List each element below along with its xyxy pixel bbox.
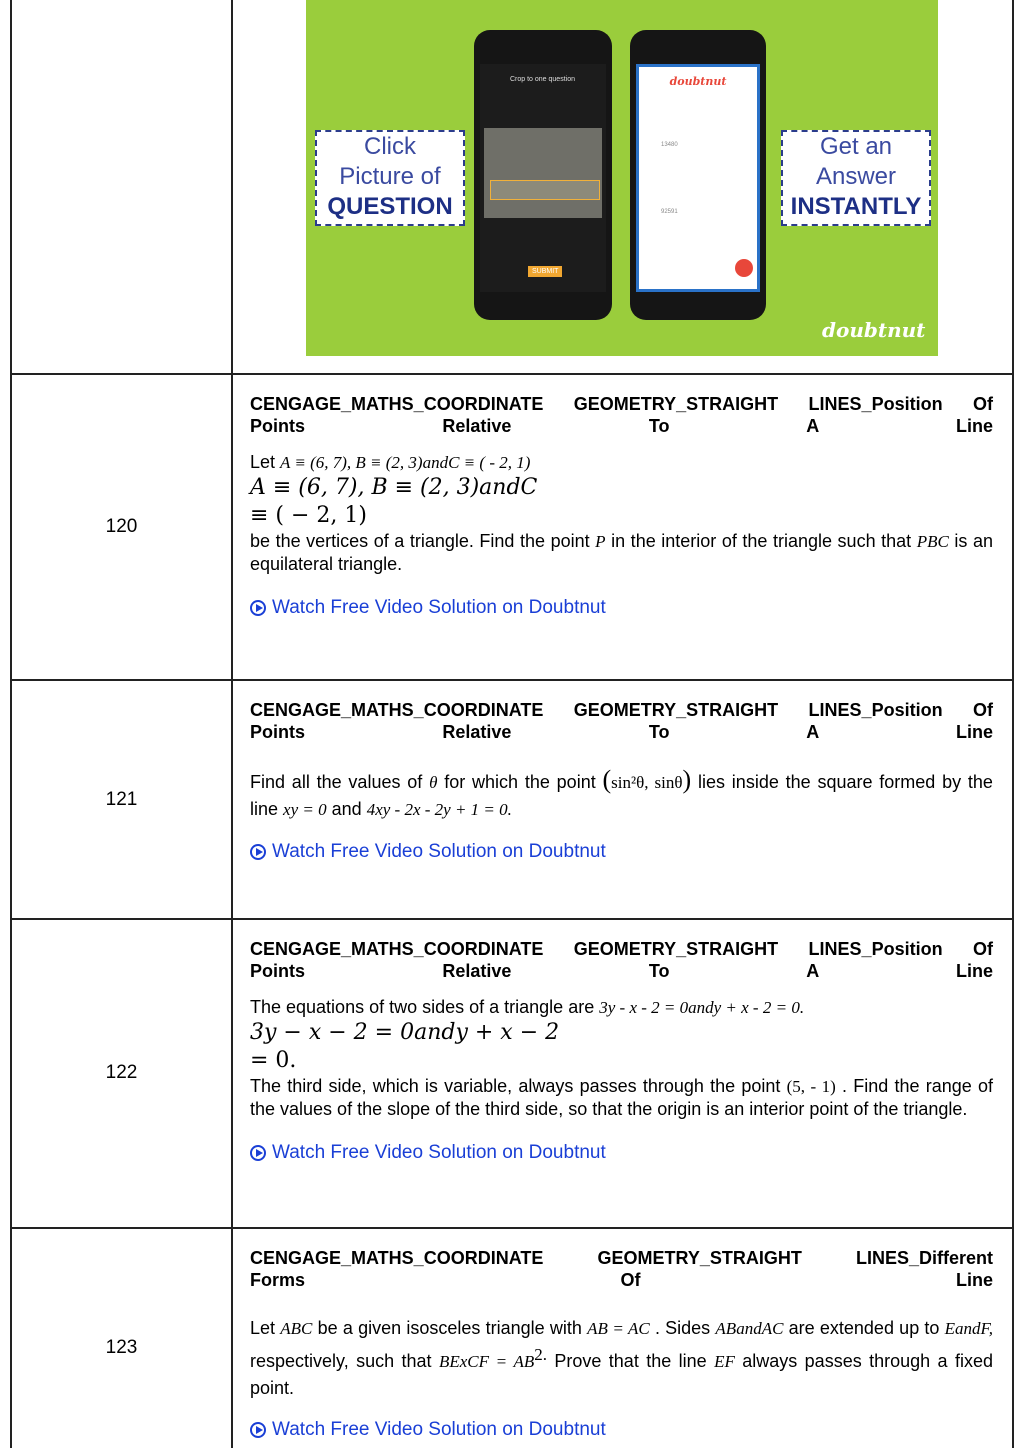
inline-math: sin²θ, sinθ bbox=[611, 773, 683, 792]
text: . Sides bbox=[654, 1318, 711, 1338]
doubtnut-banner[interactable] bbox=[306, 0, 938, 356]
link-text[interactable]: Watch Free Video Solution on Doubtnut bbox=[272, 841, 606, 862]
math-var: θ bbox=[429, 773, 438, 792]
text: . Find the range of the values of the slope of the third side, so that the origin is an interior point of the triangle. bbox=[250, 1076, 993, 1119]
text: Let bbox=[250, 452, 276, 472]
heading-line: CENGAGE_MATHS_COORDINATE GEOMETRY_STRAIGHT LINES_Different bbox=[250, 1248, 993, 1268]
display-math: A ≡ (6, 7), B ≡ (2, 3)andC bbox=[250, 475, 538, 500]
callout-line: Get an bbox=[819, 133, 893, 160]
paren-open: ( bbox=[602, 765, 612, 794]
phone-right bbox=[630, 30, 766, 320]
callout-emphasis: QUESTION bbox=[327, 193, 453, 220]
question-crop-box bbox=[490, 180, 600, 200]
watch-video-link[interactable] bbox=[250, 597, 993, 619]
text: Find all the values of bbox=[250, 772, 423, 792]
heading-line: CENGAGE_MATHS_COORDINATE GEOMETRY_STRAIGHT LINES_Position Of bbox=[250, 394, 993, 414]
inline-math: 3y - x - 2 = 0andy + x - 2 = 0. bbox=[599, 998, 805, 1017]
text: respectively, such that bbox=[250, 1351, 432, 1371]
text: by the line bbox=[250, 772, 993, 819]
table-border-left bbox=[10, 0, 12, 1448]
display-math: 3y − x − 2 = 0andy + x − 2 bbox=[250, 1020, 560, 1045]
result-count: 13480 bbox=[661, 142, 678, 148]
text: is an equilateral triangle. bbox=[250, 531, 993, 574]
inline-math: xy = 0 bbox=[283, 800, 327, 819]
inline-math: A ≡ (6, 7), B ≡ (2, 3)andC ≡ ( - 2, 1) bbox=[280, 453, 531, 472]
display-math: = 0. bbox=[250, 1048, 297, 1073]
submit-button: SUBMIT bbox=[528, 266, 562, 277]
text: Let bbox=[250, 1318, 276, 1338]
question-text bbox=[250, 767, 993, 823]
math-var: PBC bbox=[916, 532, 949, 551]
question-heading bbox=[250, 1247, 993, 1291]
crop-caption: Crop to one question bbox=[510, 76, 575, 83]
text: lies inside the square formed bbox=[698, 772, 936, 792]
question-text bbox=[250, 451, 993, 575]
question-number: 123 bbox=[105, 1337, 138, 1358]
math-var: EandF, bbox=[944, 1319, 993, 1338]
watch-video-link[interactable] bbox=[250, 1419, 993, 1441]
table-divider bbox=[231, 0, 233, 1448]
inline-math: AB = AC bbox=[587, 1319, 650, 1338]
link-text[interactable]: Watch Free Video Solution on Doubtnut bbox=[272, 597, 606, 618]
text: The third side, which is variable, always passes through the point bbox=[250, 1076, 781, 1096]
question-cell bbox=[250, 1247, 993, 1441]
question-heading bbox=[250, 938, 993, 982]
inline-math: 4xy - 2x - 2y + 1 = 0. bbox=[366, 800, 512, 819]
question-heading bbox=[250, 699, 993, 743]
text: Prove that the line bbox=[554, 1351, 707, 1371]
callout-line: Click bbox=[364, 133, 416, 160]
text: and bbox=[331, 799, 362, 819]
question-heading bbox=[250, 393, 993, 437]
callout-emphasis: INSTANTLY bbox=[790, 193, 922, 220]
callout-line: Picture of bbox=[339, 163, 441, 190]
heading-line: Points Relative To A Line bbox=[250, 416, 993, 436]
math-var: P bbox=[595, 532, 606, 551]
play-icon bbox=[250, 1145, 266, 1161]
play-icon bbox=[250, 844, 266, 860]
heading-line: Forms Of Line bbox=[250, 1270, 993, 1290]
phone-right-screen bbox=[636, 64, 760, 292]
app-name: doubtnut bbox=[669, 75, 727, 88]
superscript: 2. bbox=[534, 1345, 547, 1364]
question-text bbox=[250, 1315, 993, 1401]
text: for which the point bbox=[444, 772, 596, 792]
fab-button bbox=[735, 259, 753, 277]
play-icon bbox=[250, 1422, 266, 1438]
right-callout bbox=[781, 130, 931, 226]
text: The equations of two sides of a triangle are bbox=[250, 997, 595, 1017]
row-divider bbox=[10, 679, 1014, 681]
row-divider bbox=[10, 1227, 1014, 1229]
heading-line: Points Relative To A Line bbox=[250, 961, 993, 981]
inline-math: (5, - 1) bbox=[786, 1077, 836, 1096]
table-border-right bbox=[1012, 0, 1014, 1448]
callout-line: Answer bbox=[815, 163, 897, 190]
result-count: 92591 bbox=[661, 209, 678, 215]
row-divider bbox=[10, 373, 1014, 375]
text: always passes through a fixed point. bbox=[250, 1351, 993, 1398]
phone-left bbox=[474, 30, 612, 320]
phone-left-screen bbox=[480, 64, 606, 292]
play-icon bbox=[250, 600, 266, 616]
question-photo bbox=[484, 128, 602, 218]
watch-video-link[interactable] bbox=[250, 1142, 993, 1164]
inline-math: BExCF = AB bbox=[438, 1352, 535, 1371]
text: are extended up to bbox=[788, 1318, 940, 1338]
text: in the interior of the triangle such that bbox=[611, 531, 912, 551]
link-text[interactable]: Watch Free Video Solution on Doubtnut bbox=[272, 1142, 606, 1163]
question-number: 120 bbox=[105, 516, 138, 537]
question-number: 122 bbox=[105, 1062, 138, 1083]
heading-line: Points Relative To A Line bbox=[250, 722, 993, 742]
question-number: 121 bbox=[105, 789, 138, 810]
watch-video-link[interactable] bbox=[250, 841, 993, 863]
math-var: EF bbox=[714, 1352, 735, 1371]
question-cell bbox=[250, 393, 993, 619]
math-var: ABandAC bbox=[715, 1319, 784, 1338]
heading-line: CENGAGE_MATHS_COORDINATE GEOMETRY_STRAIGHT LINES_Position Of bbox=[250, 939, 993, 959]
doubtnut-logo: doubtnut bbox=[822, 318, 926, 342]
row-divider bbox=[10, 918, 1014, 920]
display-math: ≡ ( − 2, 1) bbox=[250, 503, 367, 528]
text: be a given isosceles triangle with bbox=[317, 1318, 582, 1338]
question-text bbox=[250, 996, 993, 1120]
question-cell bbox=[250, 938, 993, 1164]
question-cell bbox=[250, 699, 993, 863]
link-text[interactable]: Watch Free Video Solution on Doubtnut bbox=[272, 1419, 606, 1440]
heading-line: CENGAGE_MATHS_COORDINATE GEOMETRY_STRAIGHT LINES_Position Of bbox=[250, 700, 993, 720]
left-callout bbox=[315, 130, 465, 226]
paren-close: ) bbox=[682, 765, 692, 794]
math-var: ABC bbox=[280, 1319, 313, 1338]
text: be the vertices of a triangle. Find the point bbox=[250, 531, 590, 551]
